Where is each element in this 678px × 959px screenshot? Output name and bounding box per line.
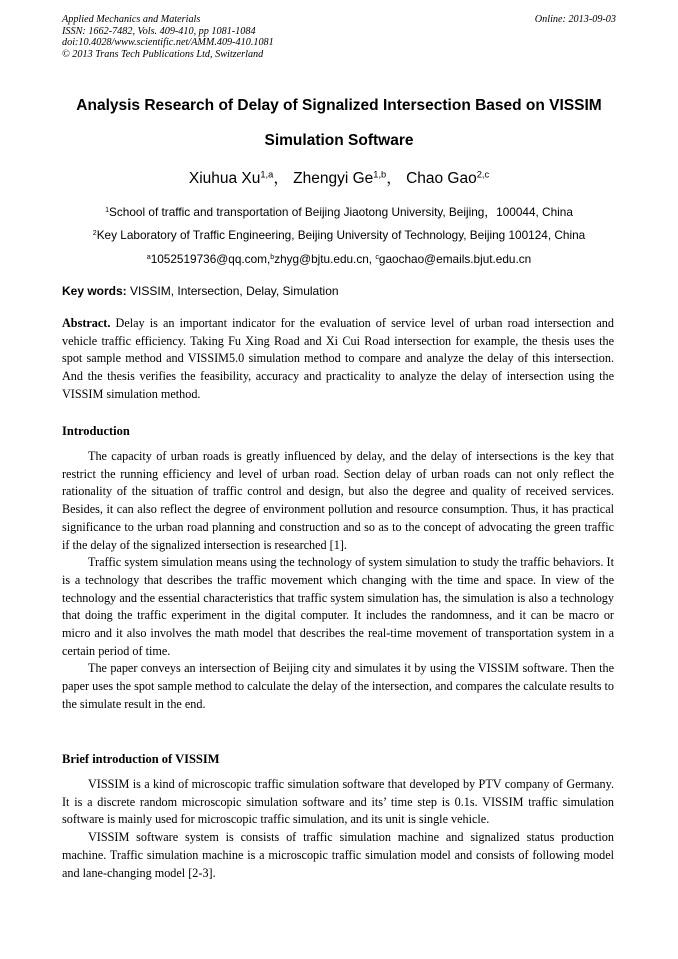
author-name: Zhengyi Ge [293,170,374,187]
email-sup: a [146,252,151,261]
doi-line: doi:10.4028/www.scientific.net/AMM.409-410.1081 [62,37,274,49]
email-link[interactable]: zhyg@bjtu.edu.cn, [274,252,376,266]
paragraph: VISSIM is a kind of microscopic traffic simulation software that developed by PTV company of Germany. It is a discrete random microscopic simulation software and its’ time step is 0.1s. VISSIM traffic simulation software is mainly used for microscopic traffic simulation, and its unit is single vehicle. [62,777,614,827]
journal-name: Applied Mechanics and Materials [62,14,201,25]
paragraph: The capacity of urban roads is greatly influenced by delay, and the delay of intersections is the key that restrict the running efficiency and level of urban road. Section delay of urban roads can not only reflect the rationality of the situation of traffic control and design, but also the degree and quality of received services. Besides, it can also reflect the degree of environment pollution and resource consumption. Thus, it has practical significance to the urban road planning and construction and so as to the concept of advocating the green traffic if the delay of the signalized intersection is researched [1]. [62,449,614,552]
journal-header [62,14,616,60]
author-sep: ， [273,170,289,187]
email-link[interactable]: gaochao@emails.bjut.edu.cn [378,252,532,266]
introduction-body [62,448,614,714]
section-heading-vissim: Brief introduction of VISSIM [62,752,220,766]
keywords-label: Key words: [62,284,127,298]
email-link[interactable]: 1052519736@qq.com, [150,252,271,266]
paper-title [40,88,638,158]
affiliation-1 [0,203,678,220]
keywords-text: VISSIM, Intersection, Delay, Simulation [126,284,339,298]
paragraph: The paper conveys an intersection of Beijing city and simulates it by using the VISSIM software. Then the paper uses the spot sample method to calculate the delay of the intersection, and compares the calculate results to the simulate result in the end. [62,661,614,711]
paragraph: Traffic system simulation means using the technology of system simulation to study the traffic behaviors. It is a technology that describes the traffic movement which changing with the time and space. In view of the technology and the essential characteristics that traffic system simulation has, the simulation is also a technology that doing the traffic experiment in the digital computer. It includes the randomness, and it can be macro or micro and it also involves the math model that describes the real-time movement of transportation system in a certain period of time. [62,555,614,658]
paragraph: VISSIM software system is consists of traffic simulation machine and signalized status production machine. Traffic simulation machine is a microscopic traffic simulation model and consists of following model and lane-changing model [2-3]. [62,830,614,880]
title-line-1: Analysis Research of Delay of Signalized Intersection Based on VISSIM [76,97,602,114]
author-sup: 1,b [373,169,387,180]
abstract-text: Delay is an important indicator for the evaluation of service level of urban road intersection and vehicle traffic efficiency. Taking Fu Xing Road and Xi Cui Road intersection for example, the thesis uses the spot sample method and VISSIM5.0 simulation method to compare and analyze the delay of this intersection. And the thesis verifies the feasibility, accuracy and practicality to analyze the delay of intersection using the VISSIM simulation method. [62,316,614,401]
email-sup: c [375,252,379,261]
title-line-2: Simulation Software [264,132,414,149]
author-sup: 1,a [260,169,274,180]
issn-line: ISSN: 1662-7482, Vols. 409-410, pp 1081-1084 [62,25,256,37]
affiliation-text: Key Laboratory of Traffic Engineering, Beijing University of Technology, Beijing 100124, China [96,228,586,242]
affiliation-sup: 2 [92,228,97,237]
keywords [62,284,339,298]
online-date: Online: 2013-09-03 [534,14,616,25]
abstract-label: Abstract. [62,316,111,330]
affiliation-sup: 1 [105,205,110,214]
affiliation-2 [0,228,678,242]
author-name: Xiuhua Xu [188,170,261,187]
affiliation-text: School of traffic and transportation of Beijing Jiaotong University, Beijing，100044, China [109,205,573,219]
email-sup: b [270,252,275,261]
section-heading-introduction: Introduction [62,424,130,438]
copyright-line: © 2013 Trans Tech Publications Ltd, Switzerland [62,48,264,60]
author-emails [0,252,678,266]
vissim-body [62,776,614,882]
abstract [62,315,614,404]
author-sep: ， [386,170,402,187]
author-sup: 2,c [476,169,490,180]
author-list [0,166,678,188]
author-name: Chao Gao [406,170,477,187]
